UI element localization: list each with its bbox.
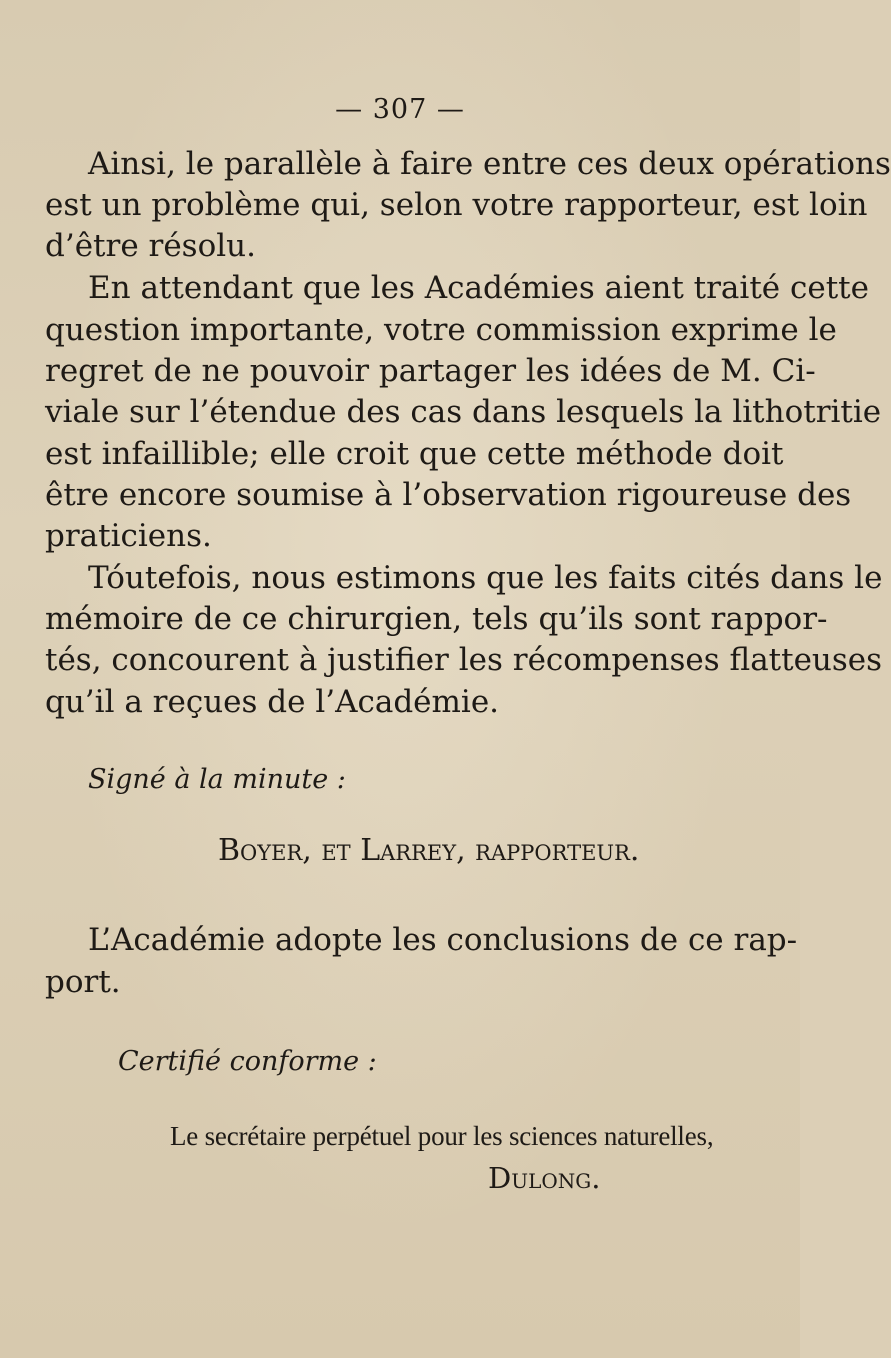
paragraph-2-line-7: praticiens. <box>45 518 212 554</box>
paragraph-2-line-2: question importante, votre commission exprime le <box>45 312 837 348</box>
page-number: — 307 — <box>335 94 465 125</box>
paragraph-1-line-3: d’être résolu. <box>45 228 256 264</box>
paragraph-1-line-2: est un problème qui, selon votre rapporteur, est loin <box>45 187 868 223</box>
paragraph-2-line-5: est infaillible; elle croit que cette méthode doit <box>45 436 784 472</box>
paragraph-3-line-4: qu’il a reçues de l’Académie. <box>45 684 500 720</box>
paragraph-3-line-3: tés, concourent à justifier les récompenses flatteuses <box>45 642 883 678</box>
certified-label: Certifié conforme : <box>118 1046 377 1077</box>
paragraph-2-line-6: être encore soumise à l’observation rigoureuse des <box>45 477 852 513</box>
secretary-name: Dulong. <box>488 1161 601 1195</box>
signed-at-minute-label: Signé à la minute : <box>88 764 346 795</box>
paragraph-4-line-2: port. <box>45 964 121 1000</box>
paragraph-4-line-1: L’Académie adopte les conclusions de ce rap- <box>88 922 798 958</box>
secretary-title: Le secrétaire perpétuel pour les sciences naturelles, <box>170 1121 714 1151</box>
paragraph-3-line-1: Tóutefois, nous estimons que les faits cités dans le <box>88 560 883 596</box>
paragraph-2-line-4: viale sur l’étendue des cas dans lesquels la lithotritie <box>45 394 882 430</box>
signatories: Boyer, et Larrey, rapporteur. <box>218 833 640 868</box>
paragraph-1-line-1: Ainsi, le parallèle à faire entre ces deux opérations <box>88 146 891 182</box>
paragraph-2-line-3: regret de ne pouvoir partager les idées de M. Ci- <box>45 353 816 389</box>
paragraph-2-line-1: En attendant que les Académies aient traité cette <box>88 270 869 306</box>
paragraph-3-line-2: mémoire de ce chirurgien, tels qu’ils sont rappor- <box>45 601 828 637</box>
